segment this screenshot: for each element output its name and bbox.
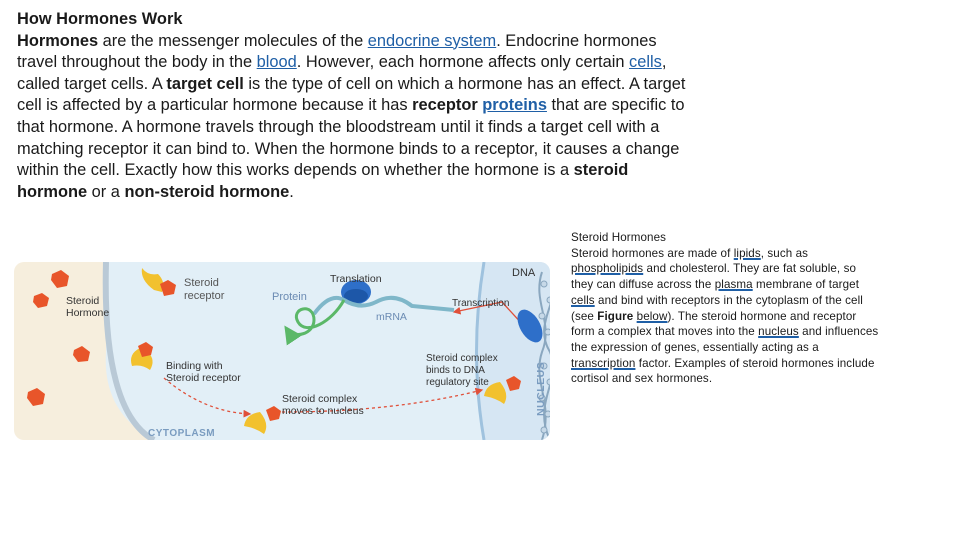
text-run: .: [289, 182, 294, 201]
text-run: and bind with receptors in the cytoplasm of the cell (see: [571, 293, 863, 323]
text-run: that are specific to that hormone. A hormone travels through the bloodstream until it finds a target cell with a matching receptor it can bind to. When the hormone binds to a receptor, it causes a change within the cell. Exactly how this works depends on whether the hormone is a: [17, 96, 685, 180]
label-complex-moves: Steroid complex moves to nucleus: [282, 393, 364, 417]
inline-link[interactable]: below: [636, 309, 668, 323]
steroid-hormone-diagram: [14, 262, 550, 440]
side-paragraph: [571, 246, 881, 387]
bold-term: Figure: [597, 309, 634, 323]
inline-link[interactable]: proteins: [482, 96, 547, 115]
inline-link[interactable]: cells: [571, 293, 595, 307]
inline-link[interactable]: blood: [256, 53, 297, 72]
inline-link[interactable]: cells: [629, 53, 662, 72]
label-translation: Translation: [330, 273, 382, 285]
label-nucleus: NUCLEUS: [535, 361, 547, 416]
label-transcription: Transcription: [452, 298, 510, 309]
label-binding: Binding with Steroid receptor: [166, 360, 241, 384]
label-steroid-receptor: Steroid receptor: [184, 277, 225, 302]
text-run: Steroid hormones are made of: [571, 246, 734, 260]
text-run: and influences the expression of genes, essentially acting as a: [571, 325, 879, 354]
text-run: , called target cells. A: [17, 53, 667, 93]
text-run: , such as: [760, 246, 809, 260]
inline-link[interactable]: lipids: [733, 246, 761, 260]
bold-term: Hormones: [17, 31, 99, 50]
text-run: or a: [87, 182, 125, 201]
text-run: . Endocrine hormones travel throughout the body in the: [17, 31, 657, 72]
inline-link[interactable]: endocrine system: [367, 31, 497, 50]
bold-term: non-steroid hormone: [124, 182, 290, 201]
bold-term: target cell: [166, 74, 244, 93]
text-run: ). The steroid hormone and receptor form a complex that moves into the: [571, 309, 857, 339]
text-run: . However, each hormone affects only certain: [296, 53, 630, 72]
main-text-block: [17, 9, 689, 203]
inline-link[interactable]: nucleus: [758, 325, 799, 339]
page-title: How Hormones Work: [17, 10, 183, 28]
label-protein: Protein: [272, 291, 307, 303]
side-title: Steroid Hormones: [571, 231, 667, 244]
text-run: is the type of cell on which a hormone has an effect. A target cell is affected by a particular hormone because it has: [17, 74, 686, 115]
main-paragraph: [17, 31, 689, 204]
text-run: and cholesterol. They are fat soluble, so they can diffuse across the: [571, 262, 857, 292]
side-text-block: [571, 230, 881, 387]
label-dna: DNA: [512, 267, 536, 279]
label-complex-binds: Steroid complex binds to DNA regulatory site: [426, 353, 498, 388]
inline-link[interactable]: transcription: [571, 356, 636, 370]
bold-term: steroid hormone: [17, 161, 629, 201]
label-mrna: mRNA: [376, 311, 407, 323]
inline-link[interactable]: plasma: [714, 278, 753, 292]
inline-link[interactable]: phospholipids: [571, 262, 644, 276]
text-run: are the messenger molecules of the: [98, 31, 368, 50]
bold-term: receptor: [412, 96, 478, 115]
text-run: factor. Examples of steroid hormones include cortisol and sex hormones.: [571, 356, 875, 386]
label-steroid-hormone: Steroid Hormone: [66, 295, 110, 319]
label-cytoplasm: CYTOPLASM: [148, 428, 216, 439]
text-run: membrane of target: [752, 278, 860, 292]
